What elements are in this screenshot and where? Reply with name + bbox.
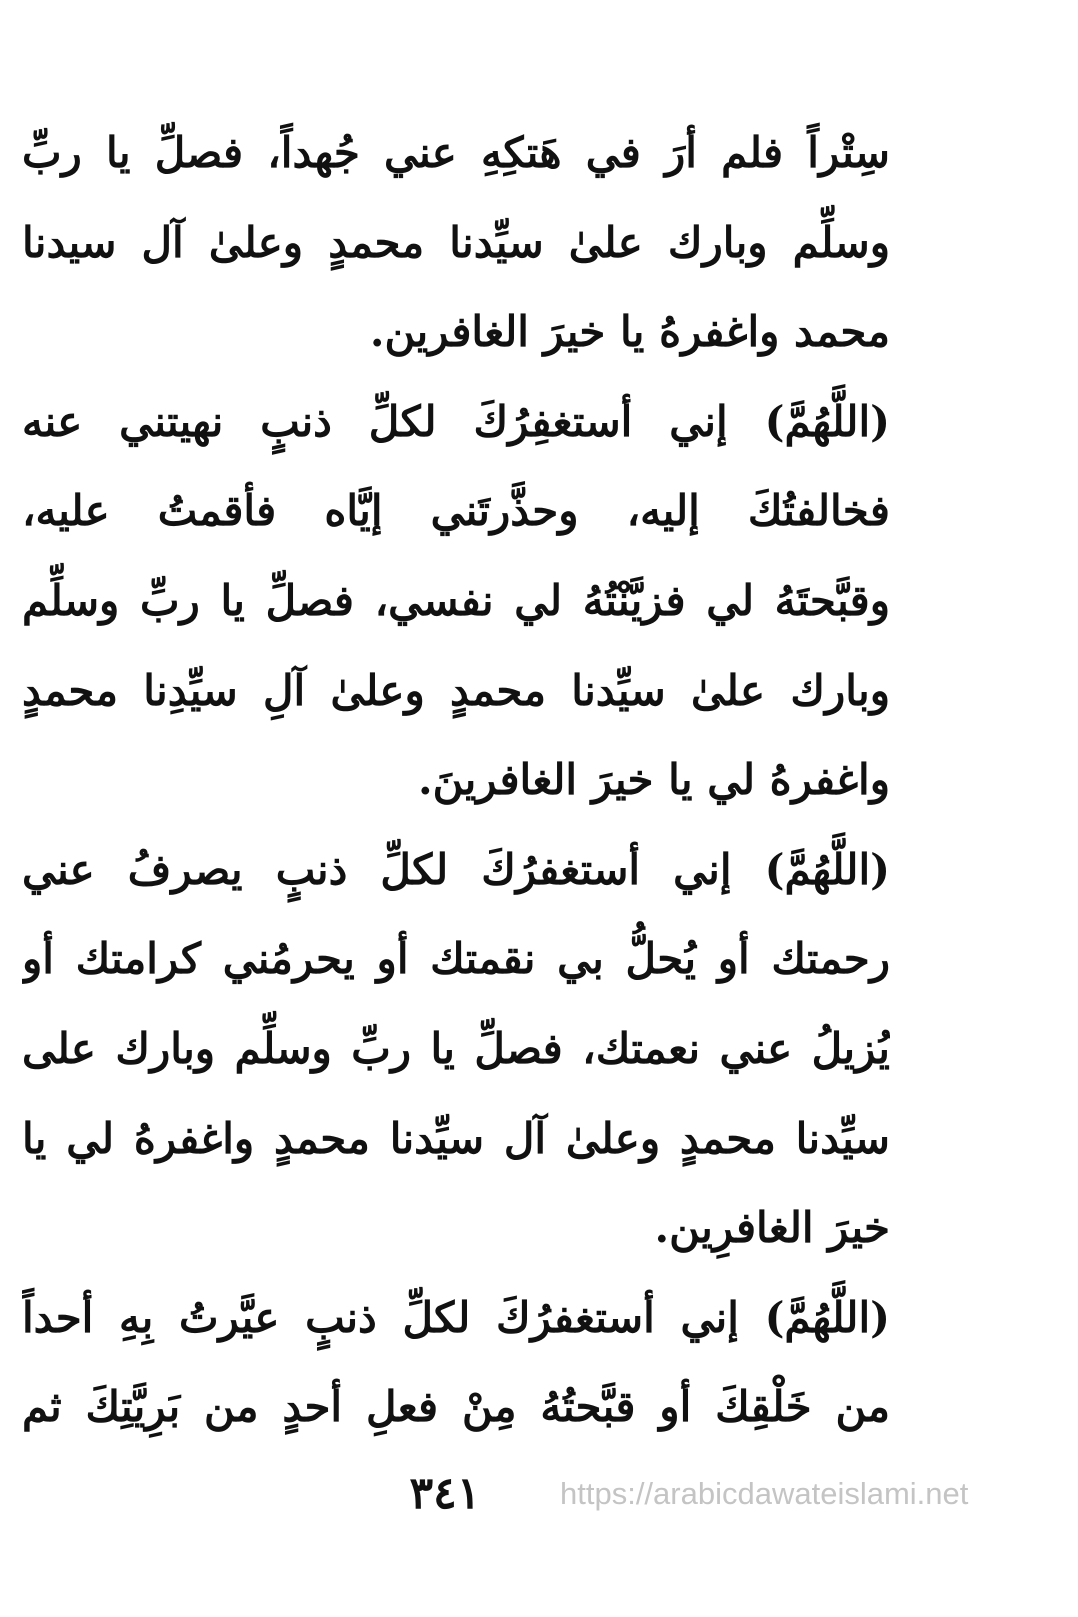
- text-line: (اللَّهُمَّ) إني أستغفرُكَ لكلِّ ذنبٍ يصرفُ عني: [22, 844, 890, 894]
- text-line: فخالفتُكَ إليه، وحذَّرتَني إيَّاه فأقمتُ عليه،: [22, 486, 890, 536]
- text-line: رحمتك أو يُحلُّ بي نقمتك أو يحرمُني كرامتك أو: [22, 934, 890, 984]
- page-number: ٣٤١: [409, 1468, 481, 1519]
- text-line: من خَلْقِكَ أو قبَّحتُهُ مِنْ فعلِ أحدٍ من بَرِيَّتِكَ ثم: [22, 1382, 890, 1432]
- text-line: (اللَّهُمَّ) إني أستغفِرُكَ لكلِّ ذنبٍ نهيتني عنه: [22, 396, 890, 446]
- text-line: واغفرهُ لي يا خيرَ الغافرينَ.: [418, 755, 890, 805]
- text-line: محمد واغفرهُ يا خيرَ الغافرين.: [369, 307, 890, 357]
- text-line: وسلِّم وبارك علىٰ سيِّدنا محمدٍ وعلىٰ آل سيدنا: [22, 217, 890, 267]
- text-line: يُزيلُ عني نعمتك، فصلِّ يا ربِّ وسلِّم وبارك على: [22, 1023, 890, 1073]
- text-line: خيرَ الغافرِين.: [654, 1203, 890, 1253]
- text-line: وقبَّحتَهُ لي فزيَّنْتُهُ لي نفسي، فصلِّ يا ربِّ وسلِّم: [22, 575, 890, 625]
- text-line: (اللَّهُمَّ) إني أستغفرُكَ لكلِّ ذنبٍ عيَّرتُ بِهِ أحداً: [22, 1292, 890, 1342]
- text-line: وبارك علىٰ سيِّدنا محمدٍ وعلىٰ آلِ سيِّدِنا محمدٍ: [22, 665, 890, 715]
- body-text: [22, 108, 890, 1452]
- text-line: سيِّدنا محمدٍ وعلىٰ آل سيِّدنا محمدٍ واغفرهُ لي يا: [22, 1113, 890, 1163]
- watermark-url: https://arabicdawateislami.net: [560, 1476, 969, 1511]
- text-line: سِتْراً فلم أرَ في هَتكِهِ عني جُهداً، فصلِّ يا ربِّ: [22, 128, 890, 177]
